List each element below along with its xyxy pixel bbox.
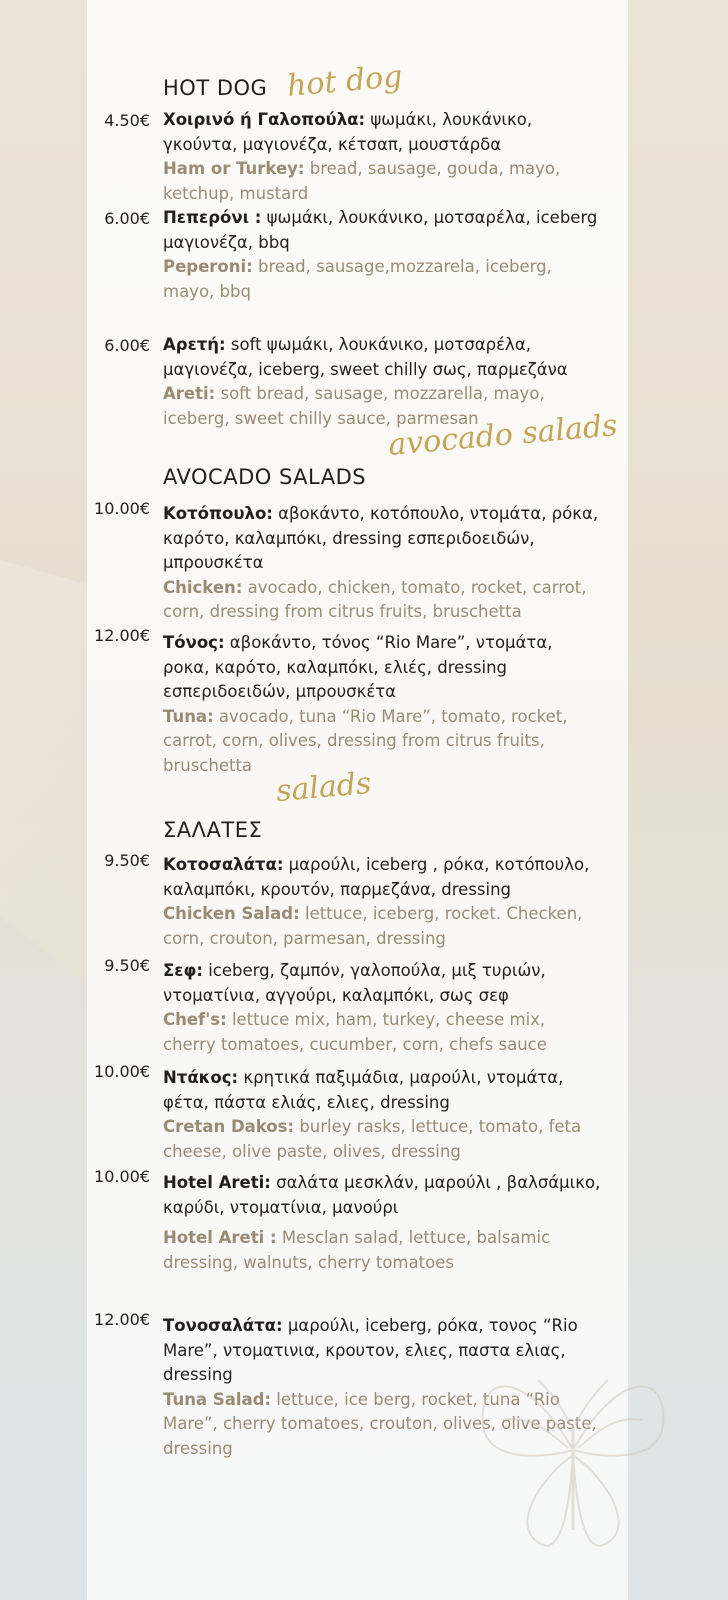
- section-title-hot-dog: HOT DOG: [163, 76, 268, 100]
- item-name-gr: Σεφ:: [163, 961, 203, 980]
- item-name-gr: Κοτοσαλάτα:: [163, 855, 284, 874]
- item-price: 12.00€: [94, 1310, 150, 1329]
- menu-item: [163, 206, 603, 304]
- menu-item: [163, 1171, 603, 1275]
- item-desc-gr: ψωμάκι, λουκάνικο, μοτσαρέλα, iceberg μαγιονέζα, bbq: [163, 208, 598, 252]
- menu-item: [163, 959, 603, 1057]
- item-name-gr: Κοτόπουλο:: [163, 504, 273, 523]
- item-price: 4.50€: [104, 111, 150, 130]
- item-desc-en: bread, sausage,mozzarela, iceberg, mayo, bbq: [163, 257, 552, 301]
- section-title-avocado-salads: AVOCADO SALADS: [163, 465, 367, 489]
- item-name-gr: Τονοσαλάτα:: [163, 1316, 283, 1335]
- item-price: 10.00€: [94, 1167, 150, 1186]
- item-name-gr: Χοιρινό ή Γαλοπούλα:: [163, 110, 366, 129]
- item-name-gr: Hotel Areti:: [163, 1173, 271, 1192]
- item-desc-en: avocado, tuna “Rio Mare”, tomato, rocket, carrot, corn, olives, dressing from citrus fruits, bruschetta: [163, 706, 568, 775]
- menu-item: [163, 631, 603, 778]
- item-price: 12.00€: [94, 626, 150, 645]
- item-price: 6.00€: [104, 336, 150, 355]
- item-name-gr: Πεπερόνι :: [163, 208, 262, 227]
- item-desc-en: avocado, chicken, tomato, rocket, carrot, corn, dressing from citrus fruits, bruschetta: [163, 577, 587, 621]
- item-desc-gr: κρητικά παξιμάδια, μαρούλι, ντομάτα, φέτα, πάστα ελιάς, ελιες, dressing: [163, 1068, 564, 1112]
- item-desc-gr: αβοκάντο, κοτόπουλο, ντομάτα, ρόκα, καρότο, καλαμπόκι, dressing εσπεριδοειδών, μπρουσκέτα: [163, 504, 599, 572]
- item-desc-gr: soft ψωμάκι, λουκάνικο, μοτσαρέλα, μαγιονέζα, iceberg, sweet chilly σως, παρμεζάνα: [163, 335, 568, 379]
- item-name-gr: Ντάκος:: [163, 1068, 239, 1087]
- script-heading-hot-dog: hot dog: [285, 59, 404, 104]
- item-name-en: Chicken:: [163, 577, 243, 597]
- section-title-salads: ΣΑΛΑΤΕΣ: [163, 818, 263, 842]
- item-name-en: Ham or Turkey:: [163, 159, 305, 178]
- item-name-en: Hotel Areti :: [163, 1228, 277, 1247]
- item-name-en: Tuna:: [163, 706, 214, 726]
- item-price: 10.00€: [94, 1062, 150, 1081]
- item-desc-gr: αβοκάντο, τόνος “Rio Mare”, ντομάτα, ροκα, καρότο, καλαμπόκι, ελιές, dressing εσπεριδοειδών, μπρουσκέτα: [163, 633, 553, 701]
- item-name-gr: Τόνος:: [163, 633, 225, 652]
- item-desc-en: lettuce, iceberg, rocket. Checken, corn, crouton, parmesan, dressing: [163, 904, 583, 948]
- item-desc-en: bread, sausage, gouda, mayo, ketchup, mustard: [163, 159, 561, 203]
- item-name-en: Areti:: [163, 384, 216, 403]
- menu-item: [163, 853, 603, 951]
- item-desc-en: lettuce, ice berg, rocket, tuna “Rio Mare”, cherry tomatoes, crouton, olives, olive paste, dressing: [163, 1389, 597, 1458]
- item-desc-en: burley rasks, lettuce, tomato, feta cheese, olive paste, olives, dressing: [163, 1117, 582, 1161]
- item-price: 6.00€: [104, 209, 150, 228]
- item-desc-en: lettuce mix, ham, turkey, cheese mix, cherry tomatoes, cucumber, corn, chefs sauce: [163, 1010, 547, 1054]
- menu-item: [163, 502, 603, 625]
- item-name-en: Cretan Dakos:: [163, 1117, 295, 1136]
- menu-item: [163, 108, 603, 206]
- item-desc-gr: σαλάτα μεσκλάν, μαρούλι , βαλσάμικο, καρύδι, ντοματίνια, μανούρι: [163, 1173, 601, 1217]
- item-price: 9.50€: [104, 851, 150, 870]
- butterfly-icon: [458, 1330, 688, 1560]
- script-heading-avocado-salads: avocado salads: [386, 408, 619, 463]
- item-price: 9.50€: [104, 956, 150, 975]
- item-name-en: Chef's:: [163, 1010, 227, 1029]
- item-desc-gr: μαρούλι, iceberg, ρόκα, τονος “Rio Mare”, ντοματινια, κρουτον, ελιες, παστα ελιας, dressing: [163, 1316, 578, 1384]
- item-desc-gr: ψωμάκι, λουκάνικο, γκούντα, μαγιονέζα, κέτσαπ, μουστάρδα: [163, 110, 533, 154]
- script-heading-salads: salads: [274, 765, 373, 810]
- item-desc-gr: iceberg, ζαμπόν, γαλοπούλα, μιξ τυριών, ντοματίνια, αγγούρι, καλαμπόκι, σως σεφ: [163, 961, 546, 1005]
- item-name-en: Chicken Salad:: [163, 904, 300, 923]
- menu-item: [163, 1066, 603, 1164]
- item-name-en: Tuna Salad:: [163, 1389, 272, 1409]
- item-price: 10.00€: [94, 499, 150, 518]
- item-name-en: Peperoni:: [163, 257, 253, 276]
- item-desc-en: Mesclan salad, lettuce, balsamic dressing, walnuts, cherry tomatoes: [163, 1228, 551, 1272]
- item-desc-en: soft bread, sausage, mozzarella, mayo, iceberg, sweet chilly sauce, parmesan: [163, 384, 545, 428]
- item-desc-gr: μαρούλι, iceberg , ρόκα, κοτόπουλο, καλαμπόκι, κρουτόν, παρμεζάνα, dressing: [163, 855, 590, 899]
- item-name-gr: Αρετή:: [163, 335, 226, 354]
